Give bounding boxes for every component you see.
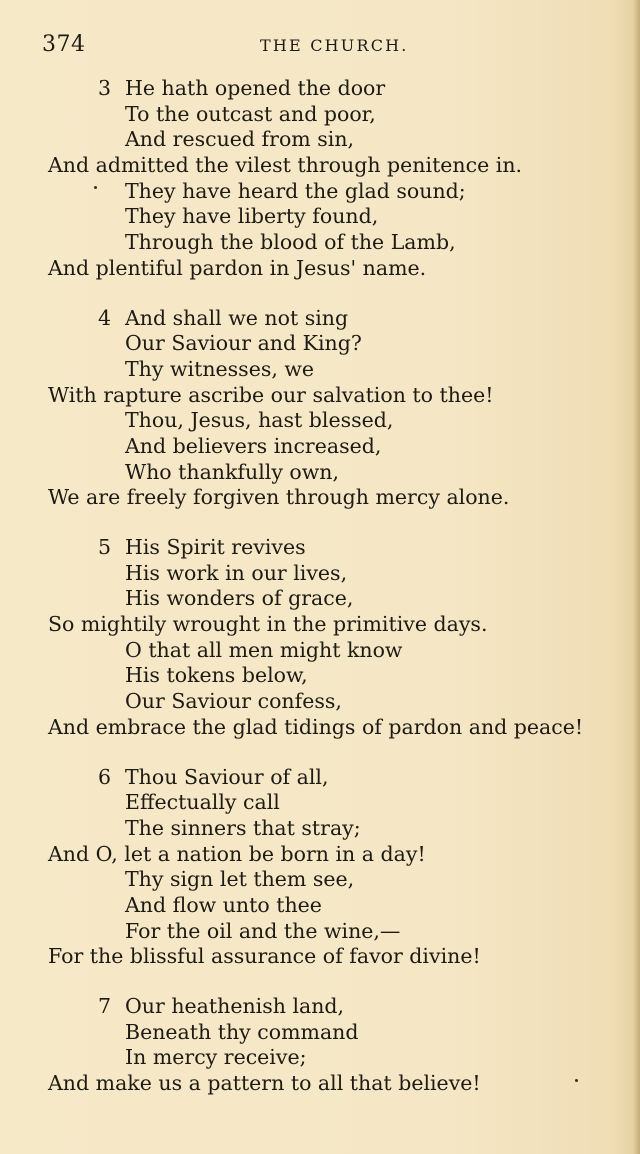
stanza-line: His wonders of grace, xyxy=(125,586,354,611)
line-text: And shall we not sing xyxy=(125,305,349,330)
stanza-line: So mightily wrought in the primitive days. xyxy=(48,612,488,637)
stanza-number: 4 xyxy=(98,305,112,330)
stanza-line: And flow unto thee xyxy=(125,892,322,917)
stanza-line: And admitted the vilest through penitence in. xyxy=(48,153,523,178)
stanza-line: They have liberty found, xyxy=(125,204,379,229)
stanza-line: The sinners that stray; xyxy=(125,815,361,840)
stanza-line xyxy=(48,535,632,561)
stanza-line: Thy witnesses, we xyxy=(125,356,315,381)
stanza-line: Who thankfully own, xyxy=(125,459,340,484)
hymn-text xyxy=(48,76,632,1121)
stanza-line xyxy=(48,76,632,102)
page-header xyxy=(42,32,602,62)
stanza-line xyxy=(48,994,632,1020)
stanza-line: Beneath thy command xyxy=(125,1019,359,1044)
running-head: THE CHURCH. xyxy=(260,36,409,55)
stanza-line: Thy sign let them see, xyxy=(125,867,355,892)
stanza-line: Our Saviour and King? xyxy=(125,331,362,356)
stanza-line: In mercy receive; xyxy=(125,1045,307,1070)
stanza-line: To the outcast and poor, xyxy=(125,101,376,126)
stanza-line: His work in our lives, xyxy=(125,560,348,585)
stanza-line: And believers increased, xyxy=(125,433,382,458)
stanza-line: They have heard the glad sound; xyxy=(125,178,466,203)
stanza-line: O that all men might know xyxy=(125,637,403,662)
line-text: He hath opened the door xyxy=(125,76,386,100)
stanza-line xyxy=(48,765,632,791)
stanza-line: Thou, Jesus, hast blessed, xyxy=(125,408,394,433)
stanza-number: 3 xyxy=(98,76,112,100)
stanza-line: And O, let a nation be born in a day! xyxy=(48,841,426,866)
stanza-7 xyxy=(48,994,632,1097)
ink-speck xyxy=(575,1079,578,1082)
stanza-line: Effectually call xyxy=(125,790,280,815)
stanza-line: And plentiful pardon in Jesus' name. xyxy=(48,255,427,280)
stanza-line: And embrace the glad tidings of pardon and peace! xyxy=(48,714,584,739)
stanza-4 xyxy=(48,306,632,512)
stanza-line: Through the blood of the Lamb, xyxy=(125,230,456,255)
stanza-line: And make us a pattern to all that believe! xyxy=(48,1071,481,1096)
stanza-line xyxy=(48,306,632,332)
stanza-6 xyxy=(48,765,632,971)
stanza-number: 6 xyxy=(98,764,112,789)
stanza-number: 7 xyxy=(98,994,112,1018)
stanza-line: We are freely forgiven through mercy alone. xyxy=(48,485,510,510)
page-edge-shadow xyxy=(633,0,640,1154)
stanza-line: And rescued from sin, xyxy=(125,127,355,152)
stanza-line: His tokens below, xyxy=(125,663,308,688)
stanza-number: 5 xyxy=(98,535,112,559)
stanza-3 xyxy=(48,76,632,282)
line-text: Our heathenish land, xyxy=(125,994,345,1018)
line-text: Thou Saviour of all, xyxy=(125,764,329,789)
stanza-line: For the blissful assurance of favor divine! xyxy=(48,944,481,969)
stanza-5 xyxy=(48,535,632,741)
line-text: His Spirit revives xyxy=(125,535,306,559)
ink-speck xyxy=(94,186,97,189)
stanza-line: With rapture ascribe our salvation to thee! xyxy=(48,382,494,407)
stanza-line: Our Saviour confess, xyxy=(125,689,342,714)
page-number: 374 xyxy=(42,32,86,57)
stanza-line: For the oil and the wine,— xyxy=(125,918,401,943)
